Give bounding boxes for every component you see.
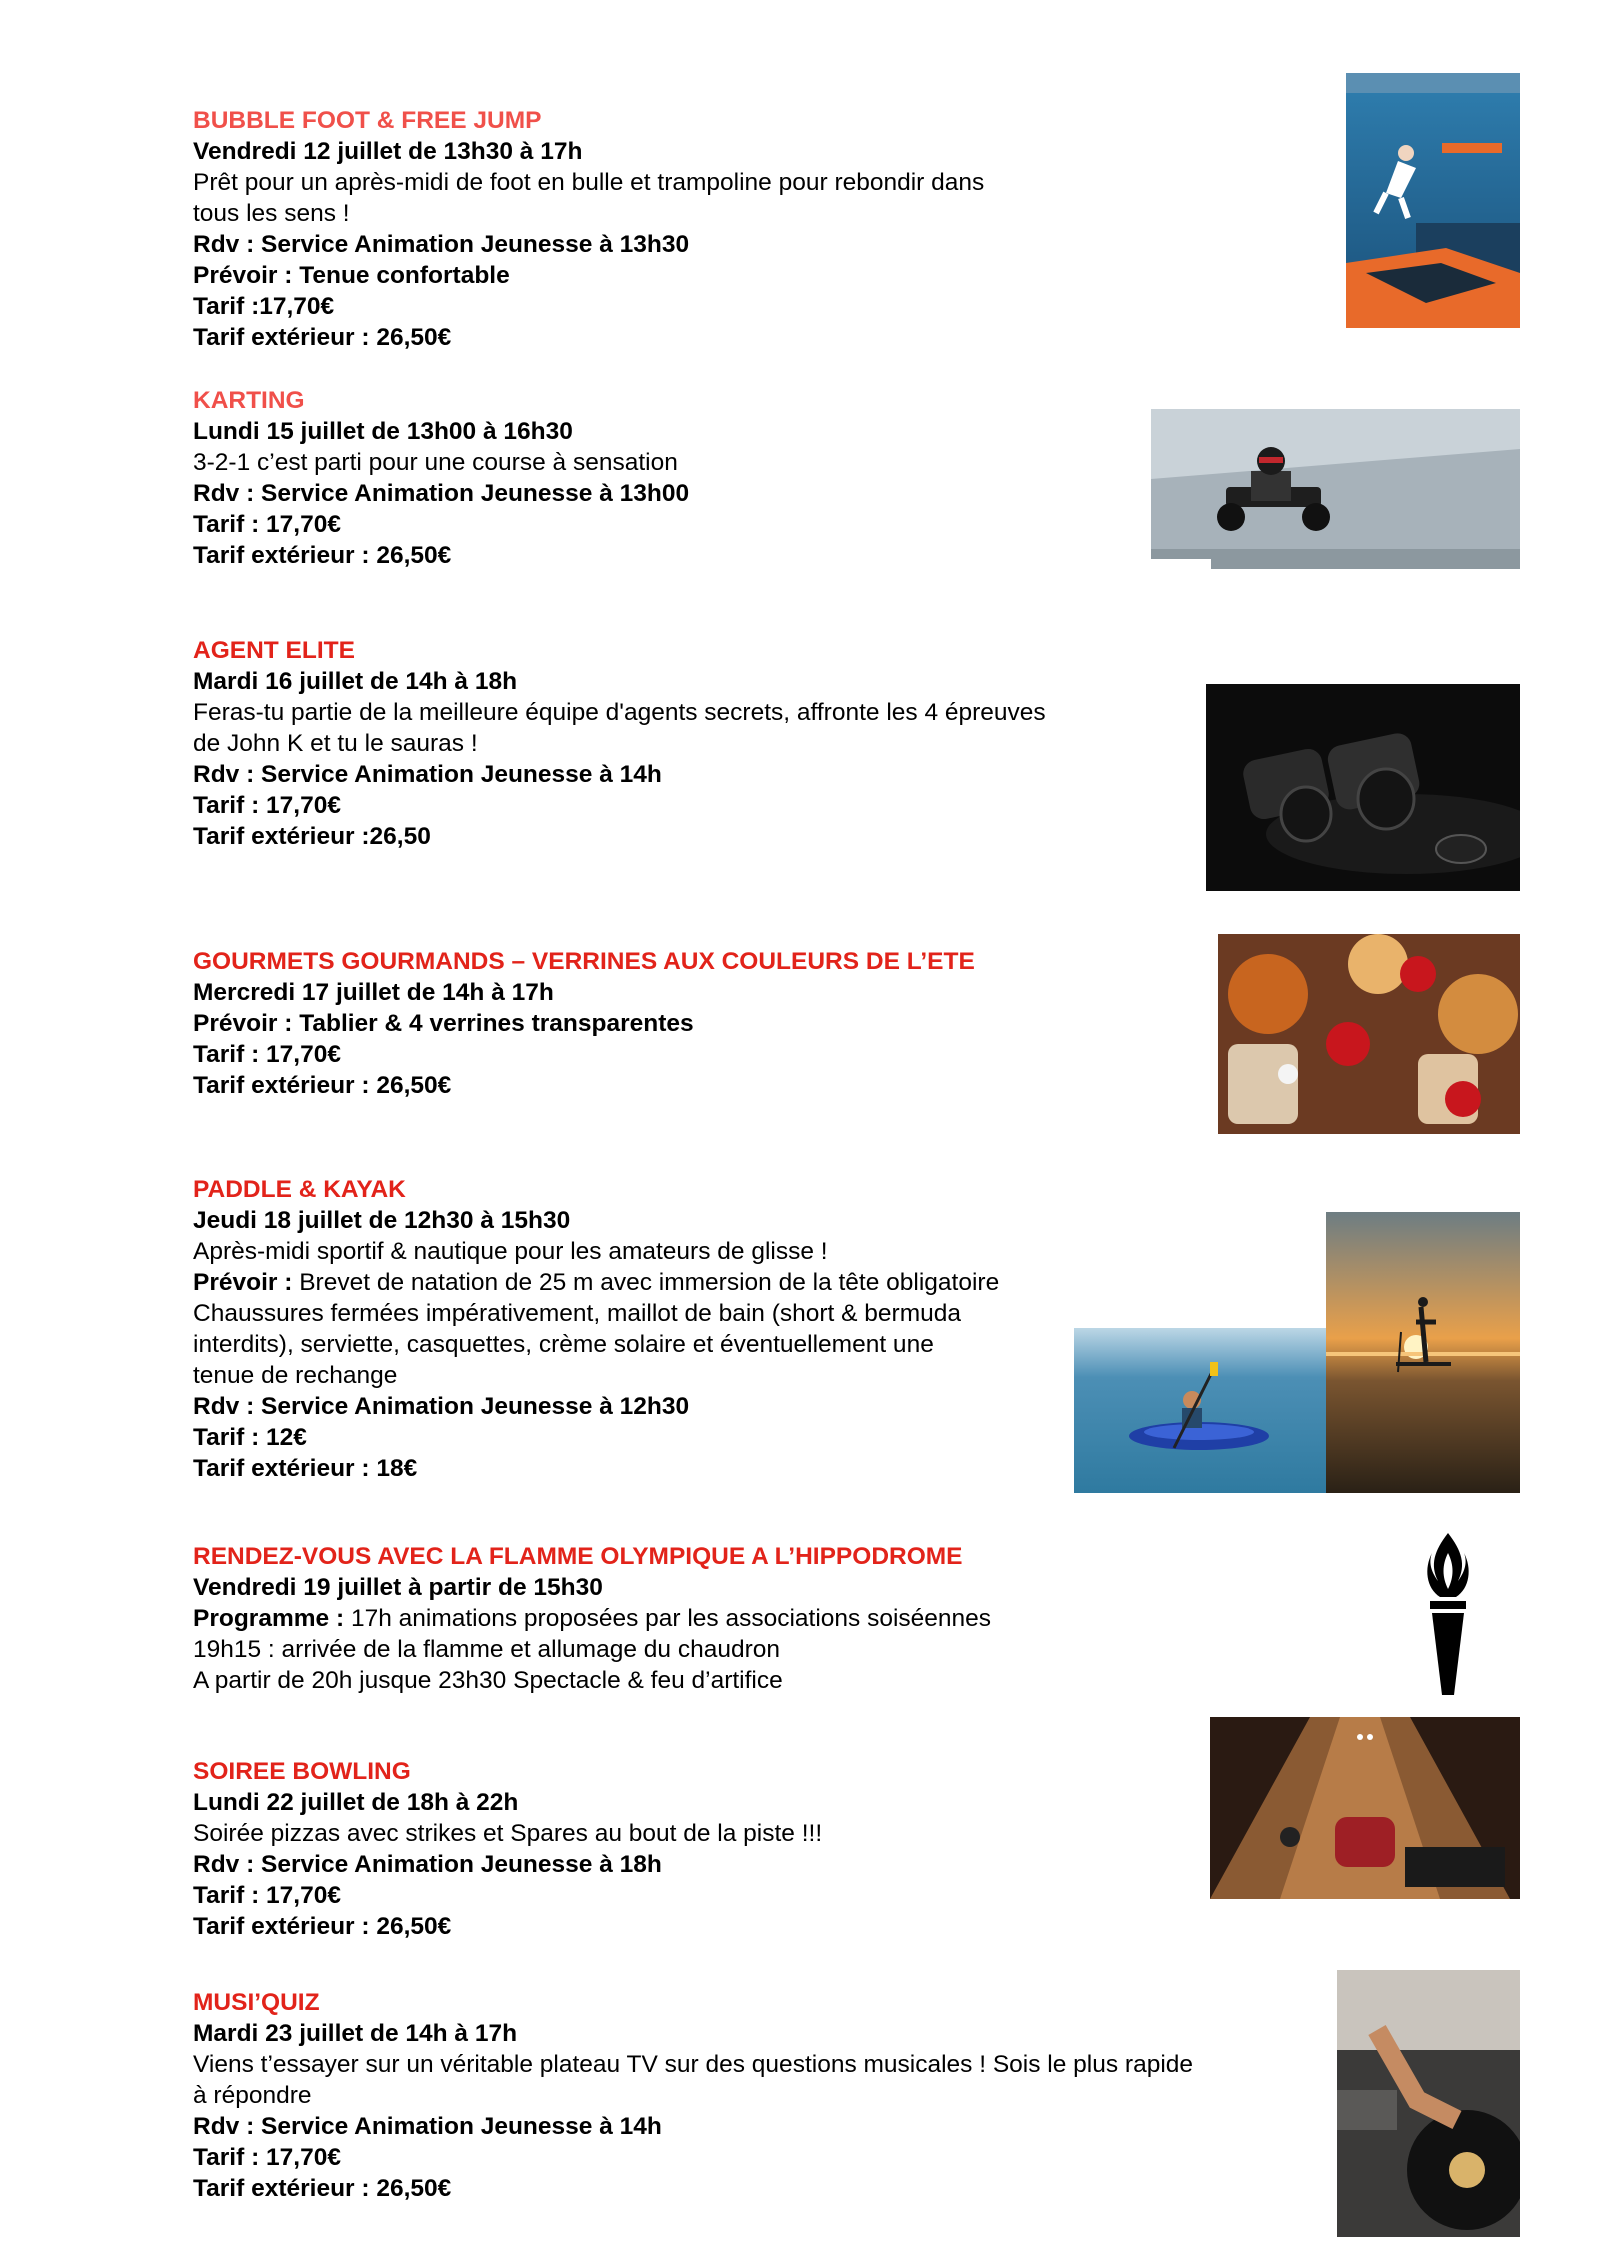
event-date: Lundi 22 juillet de 18h à 22h bbox=[193, 1789, 519, 1816]
trampoline-photo bbox=[1346, 73, 1520, 328]
event-tarif-exterieur: Tarif extérieur : 26,50€ bbox=[193, 324, 452, 351]
programme-label: Programme : bbox=[193, 1605, 345, 1632]
event-tarif: Tarif : 17,70€ bbox=[193, 511, 341, 538]
event-tarif: Tarif : 17,70€ bbox=[193, 1041, 341, 1068]
event-date: Vendredi 19 juillet à partir de 15h30 bbox=[193, 1574, 603, 1601]
event-rdv: Rdv : Service Animation Jeunesse à 14h bbox=[193, 761, 662, 788]
event-description: Prêt pour un après-midi de foot en bulle et trampoline pour rebondir dans bbox=[193, 169, 985, 196]
event-title: KARTING bbox=[193, 387, 305, 414]
event-date: Mardi 16 juillet de 14h à 18h bbox=[193, 668, 518, 695]
event-title: SOIREE BOWLING bbox=[193, 1758, 411, 1785]
binoculars-photo bbox=[1206, 684, 1520, 891]
event-description: 19h15 : arrivée de la flamme et allumage du chaudron bbox=[193, 1636, 780, 1663]
event-description: interdits), serviette, casquettes, crème solaire et éventuellement une bbox=[193, 1331, 934, 1358]
turntable-photo bbox=[1337, 1970, 1520, 2237]
karting-photo bbox=[1151, 409, 1520, 569]
event-tarif-exterieur: Tarif extérieur : 26,50€ bbox=[193, 2175, 452, 2202]
event-tarif-exterieur: Tarif extérieur : 26,50€ bbox=[193, 542, 452, 569]
event-description: à répondre bbox=[193, 2082, 312, 2109]
event-karting bbox=[193, 385, 1133, 571]
event-date: Mardi 23 juillet de 14h à 17h bbox=[193, 2020, 518, 2047]
prevoir-text: Brevet de natation de 25 m avec immersion de la tête obligatoire bbox=[292, 1269, 1000, 1296]
event-tarif: Tarif : 17,70€ bbox=[193, 1882, 341, 1909]
event-tarif-exterieur: Tarif extérieur : 18€ bbox=[193, 1455, 418, 1482]
event-rdv: Rdv : Service Animation Jeunesse à 13h00 bbox=[193, 480, 690, 507]
event-description: A partir de 20h jusque 23h30 Spectacle & feu d’artifice bbox=[193, 1667, 783, 1694]
event-rdv: Rdv : Service Animation Jeunesse à 18h bbox=[193, 1851, 662, 1878]
olympic-torch-icon bbox=[1424, 1533, 1472, 1695]
event-title: PADDLE & KAYAK bbox=[193, 1176, 406, 1203]
event-date: Lundi 15 juillet de 13h00 à 16h30 bbox=[193, 418, 573, 445]
paddle-sunset-photo bbox=[1326, 1212, 1520, 1493]
event-bubble-foot bbox=[193, 105, 1133, 353]
event-title: RENDEZ-VOUS AVEC LA FLAMME OLYMPIQUE A L’HIPPODROME bbox=[193, 1543, 963, 1570]
event-soiree-bowling bbox=[193, 1756, 1133, 1942]
event-rdv: Rdv : Service Animation Jeunesse à 14h bbox=[193, 2113, 662, 2140]
event-tarif: Tarif :17,70€ bbox=[193, 293, 335, 320]
event-description: de John K et tu le sauras ! bbox=[193, 730, 478, 757]
event-title: GOURMETS GOURMANDS – VERRINES AUX COULEURS DE L’ETE bbox=[193, 948, 975, 975]
event-flamme-olympique bbox=[193, 1541, 1133, 1696]
event-programme-line bbox=[193, 1603, 1133, 1634]
event-description: tous les sens ! bbox=[193, 200, 350, 227]
event-rdv: Rdv : Service Animation Jeunesse à 13h30 bbox=[193, 231, 690, 258]
event-tarif-exterieur: Tarif extérieur :26,50 bbox=[193, 823, 431, 850]
event-gourmets-gourmands bbox=[193, 946, 1133, 1101]
event-rdv: Rdv : Service Animation Jeunesse à 12h30 bbox=[193, 1393, 690, 1420]
event-title: BUBBLE FOOT & FREE JUMP bbox=[193, 107, 542, 134]
event-description: Viens t’essayer sur un véritable plateau TV sur des questions musicales ! Sois le plus rapide bbox=[193, 2051, 1194, 2078]
event-description: Feras-tu partie de la meilleure équipe d'agents secrets, affronte les 4 épreuves bbox=[193, 699, 1046, 726]
event-tarif-exterieur: Tarif extérieur : 26,50€ bbox=[193, 1072, 452, 1099]
event-tarif: Tarif : 12€ bbox=[193, 1424, 307, 1451]
event-agent-elite bbox=[193, 635, 1133, 852]
event-prevoir-line bbox=[193, 1267, 1133, 1298]
event-description: tenue de rechange bbox=[193, 1362, 398, 1389]
event-date: Vendredi 12 juillet de 13h30 à 17h bbox=[193, 138, 583, 165]
event-title: MUSI’QUIZ bbox=[193, 1989, 320, 2016]
event-musiquiz bbox=[193, 1987, 1353, 2204]
event-date: Mercredi 17 juillet de 14h à 17h bbox=[193, 979, 554, 1006]
verrines-photo bbox=[1218, 934, 1520, 1134]
event-tarif-exterieur: Tarif extérieur : 26,50€ bbox=[193, 1913, 452, 1940]
event-date: Jeudi 18 juillet de 12h30 à 15h30 bbox=[193, 1207, 571, 1234]
event-title: AGENT ELITE bbox=[193, 637, 355, 664]
event-description: Soirée pizzas avec strikes et Spares au bout de la piste !!! bbox=[193, 1820, 823, 1847]
prevoir-label: Prévoir : bbox=[193, 1269, 293, 1296]
programme-text: 17h animations proposées par les associations soiséennes bbox=[344, 1605, 992, 1632]
kayak-photo bbox=[1074, 1328, 1327, 1493]
event-tarif: Tarif : 17,70€ bbox=[193, 792, 341, 819]
event-description: Après-midi sportif & nautique pour les amateurs de glisse ! bbox=[193, 1238, 828, 1265]
bowling-photo bbox=[1210, 1717, 1520, 1899]
event-tarif: Tarif : 17,70€ bbox=[193, 2144, 341, 2171]
event-prevoir: Prévoir : Tablier & 4 verrines transparentes bbox=[193, 1010, 694, 1037]
event-paddle-kayak bbox=[193, 1174, 1133, 1484]
event-description: 3-2-1 c’est parti pour une course à sensation bbox=[193, 449, 678, 476]
event-description: Chaussures fermées impérativement, maillot de bain (short & bermuda bbox=[193, 1300, 962, 1327]
event-prevoir: Prévoir : Tenue confortable bbox=[193, 262, 510, 289]
